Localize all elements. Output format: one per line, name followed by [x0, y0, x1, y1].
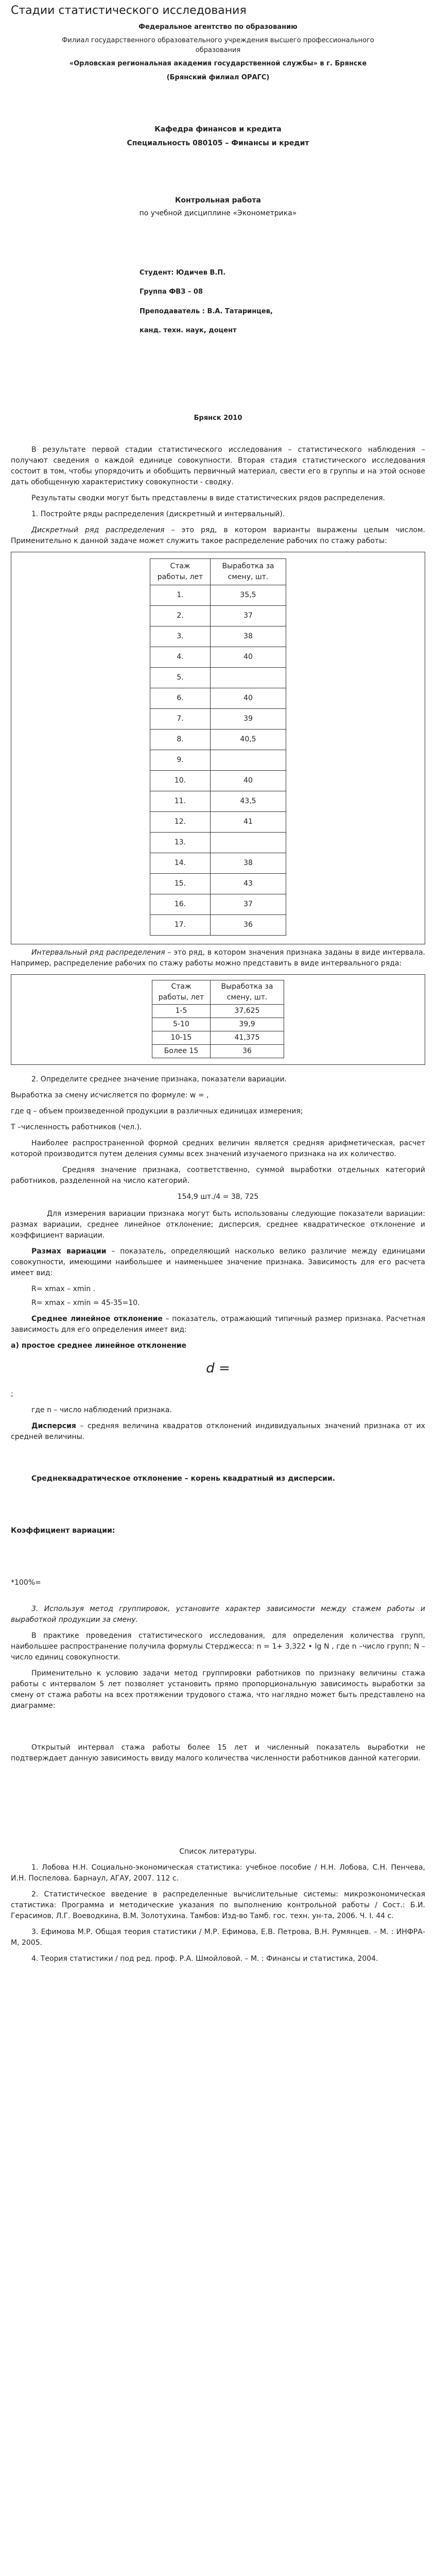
discrete-table-row: [150, 626, 286, 647]
agency-name: Федеральное агентство по образованию: [138, 23, 298, 31]
discrete-table-cell-experience: 9.: [150, 750, 211, 771]
interval-series-table: [152, 980, 284, 1058]
range-term: Размах вариации: [31, 1247, 107, 1256]
discrete-table-cell-experience: 15.: [150, 874, 211, 894]
mean-calculation: 154,9 шт./4 = 38, 725: [177, 1193, 259, 1201]
discrete-table-cell-output: 39: [211, 709, 286, 730]
discrete-table-cell-experience: 11.: [150, 791, 211, 812]
discrete-series-paragraph: [11, 525, 425, 547]
discrete-table-cell-experience: 10.: [150, 771, 211, 791]
literature-item-1: 1. Лобова Н.Н. Социально-экономическая статистика: учебное пособие / Н.Н. Лобова, С.Н. Пенчева, И.Н. Поспелова. Барнаул, АГАУ, 2007. 112 с.: [11, 1863, 425, 1883]
intro-section: [11, 445, 425, 504]
mad-term: Среднее линейное отклонение: [31, 1315, 163, 1323]
discrete-table-cell-experience: 12.: [150, 812, 211, 833]
task3-title: 3. Используя метод группировок, установите характер зависимости между стажем работы и выработкой продукции за смену.: [11, 1605, 425, 1624]
interval-table-cell-output: 37,625: [211, 1005, 284, 1018]
interval-table-cell-experience: 5-10: [152, 1018, 211, 1031]
q-definition: где q – объем произведенной продукции в различных единицах измерения;: [11, 1107, 303, 1115]
discrete-series-text: – это ряд, в котором варианты выражены целым числом. Применительно к данной задаче может служить такое распределение рабочих по стажу работы:: [11, 526, 425, 545]
discrete-table-cell-output: 37: [211, 606, 286, 626]
discrete-table-cell-output: 40: [211, 647, 286, 668]
literature-title: Список литературы.: [179, 1848, 257, 1856]
interval-table-cell-output: 41,375: [211, 1031, 284, 1045]
discrete-table-cell-experience: 6.: [150, 688, 211, 709]
literature-item-2: 2. Статистическое введение в распределенные вычислительные системы: микроэкономическая статистика: Программа и методические указания по выполнению контрольной работы / Сост.: Б.И. Герасимов, Л.Г. Воеводкина, В.М. Золотухина. Тамбов: Изд-во Тамб. гос. техн. ун-та, 2006. Ч. I. 44 с.: [11, 1890, 425, 1920]
dispersion-paragraph: [11, 1421, 425, 1443]
discrete-table-cell-output: [211, 750, 286, 771]
work-discipline: по учебной дисциплине «Эконометрика»: [139, 209, 297, 217]
mean-paragraph-2: Средняя значение признака, соответственно, суммой выработки отдельных категорий работников, разделенной на число категорий.: [11, 1166, 425, 1185]
discrete-table-row: [150, 668, 286, 688]
discrete-table-row: [150, 688, 286, 709]
discrete-table-cell-output: 38: [211, 853, 286, 874]
interval-table-row: [152, 1045, 284, 1058]
discrete-table-cell-experience: 17.: [150, 915, 211, 936]
discrete-series-term: Дискретный ряд распределения: [31, 526, 165, 534]
intro-paragraph-2: Результаты сводки могут быть представлены в виде статистических рядов распределения.: [31, 494, 386, 502]
group-line: Группа ФВЗ – 08: [139, 288, 203, 296]
degree-line: канд. техн. наук, доцент: [139, 327, 237, 334]
grouping-paragraph: Применительно к условию задачи метод группировки работников по признаку величины стажа работы с интервалом 5 лет позволяет установить прямо пропорциональную зависимость выработки за смену от стажа работы на всех протяжении трудового стажа, что наглядно может быть представлено на диаграмме:: [11, 1669, 425, 1710]
discrete-table-cell-output: 43,5: [211, 791, 286, 812]
discrete-table-cell-output: 40: [211, 771, 286, 791]
discrete-table-cell-experience: 7.: [150, 709, 211, 730]
discrete-table-row: [150, 585, 286, 606]
discrete-table-cell-output: [211, 668, 286, 688]
discrete-table-row: [150, 833, 286, 853]
range-text: – показатель, определяющий насколько велико различие между единицами совокупности, имеющими наибольшее и наименьшее значение признака. Зависимость для его расчета имеет вид:: [11, 1247, 425, 1277]
cv-label: Коэффициент вариации:: [11, 1527, 115, 1535]
student-line: Студент: Юдичев В.П.: [139, 268, 226, 277]
interval-table-cell-experience: 10-15: [152, 1031, 211, 1045]
task1-title: 1. Постройте ряды распределения (дискретный и интервальный).: [31, 510, 285, 518]
discrete-table-cell-experience: 4.: [150, 647, 211, 668]
discrete-table-row: [150, 730, 286, 750]
range-calculation: R= xmax – xmin = 45-35=10.: [31, 1299, 140, 1307]
variation-paragraph: Для измерения вариации признака могут быть использованы следующие показатели вариации: размах вариации, среднее линейное отклонение; дисперсия, среднее квадратическое отклонение и коэффициент вариации.: [11, 1210, 425, 1240]
simple-mad-label: а) простое среднее линейное отклонение: [11, 1342, 187, 1350]
discrete-table-row: [150, 853, 286, 874]
interval-table-frame: [11, 974, 425, 1065]
signature-block: [139, 268, 425, 336]
discrete-header-experience: Стаж работы, лет: [150, 559, 211, 585]
discrete-table-row: [150, 874, 286, 894]
discrete-table-cell-output: 38: [211, 626, 286, 647]
open-interval-paragraph: Открытый интервал стажа работы более 15 лет и численный показатель выработки не подтверждает данную зависимость ввиду малого количества численности работников данной категории.: [11, 1743, 425, 1762]
document-title: Стадии статистического исследования: [11, 4, 247, 17]
sko-line: Среднеквадратическое отклонение – корень квадратный из дисперсии.: [31, 1475, 336, 1483]
discrete-table-body: [150, 585, 286, 936]
branch-line-1: Филиал государственного образовательного учреждения высшего профессионального: [62, 36, 374, 44]
literature-section: [11, 1846, 425, 1964]
literature-item-3: 3. Ефимова М.Р. Общая теория статистики / М.Р. Ефимова, Е.В. Петрова, В.Н. Румянцев. – М. : ИНФРА-М, 2005.: [11, 1928, 425, 1947]
discrete-table-cell-experience: 2.: [150, 606, 211, 626]
city-year: Брянск 2010: [194, 414, 242, 422]
discrete-table-row: [150, 771, 286, 791]
discrete-header-output: Выработка за смену, шт.: [211, 559, 286, 585]
discrete-table-cell-experience: 1.: [150, 585, 211, 606]
discrete-table-header-row: [150, 559, 286, 585]
branch-abbrev: (Брянский филиал ОРАГС): [166, 74, 270, 81]
discrete-table-row: [150, 647, 286, 668]
department-heading: Кафедра финансов и кредита: [154, 125, 282, 133]
work-type: Контрольная работа: [175, 196, 261, 205]
discrete-table-cell-experience: 14.: [150, 853, 211, 874]
task3-section: [11, 1604, 425, 1764]
range-formula: R= xmax – xmin .: [31, 1285, 96, 1293]
discrete-table-row: [150, 709, 286, 730]
formula-semicolon: ;: [11, 1390, 13, 1398]
discrete-table-cell-output: 40: [211, 688, 286, 709]
range-paragraph: [11, 1246, 425, 1279]
interval-header-experience: Стаж работы, лет: [152, 980, 211, 1005]
discrete-table-cell-output: 37: [211, 894, 286, 915]
literature-item-4: 4. Теория статистики / под ред. проф. Р.А. Шмойловой. – М. : Финансы и статистика, 2004.: [31, 1955, 378, 1963]
mean-paragraph-1: Наиболее распространенной формой средних величин является средняя арифметическая, расчет которой производится путем деления суммы всех значений изучаемого признака на их количество.: [11, 1139, 425, 1158]
discrete-table-cell-experience: 5.: [150, 668, 211, 688]
dispersion-text: – средняя величина квадратов отклонений индивидуальных значений признака от их средней величины.: [11, 1422, 425, 1441]
interval-series-paragraph: [11, 947, 425, 969]
branch-line-2: образования: [195, 46, 241, 54]
task2-section: [11, 1074, 425, 1588]
mad-paragraph: [11, 1314, 425, 1335]
discrete-table-row: [150, 791, 286, 812]
interval-table-cell-output: 39,9: [211, 1018, 284, 1031]
discrete-table-cell-experience: 8.: [150, 730, 211, 750]
interval-header-output: Выработка за смену, шт.: [211, 980, 284, 1005]
teacher-line: Преподаватель : В.А. Татаринцев,: [139, 307, 273, 315]
interval-series-term: Интервальный ряд распределения: [31, 948, 165, 957]
interval-table-row: [152, 1005, 284, 1018]
specialty-heading: Специальность 080105 – Финансы и кредит: [127, 139, 309, 147]
document-page: [11, 0, 425, 1964]
discrete-table-cell-experience: 13.: [150, 833, 211, 853]
academy-name: «Орловская региональная академия государственной службы» в г. Брянске: [69, 59, 367, 67]
interval-table-cell-experience: Более 15: [152, 1045, 211, 1058]
discrete-table-frame: [11, 552, 425, 944]
discrete-table-cell-output: 36: [211, 915, 286, 936]
discrete-table-row: [150, 894, 286, 915]
t-definition: T –численность работников (чел.).: [11, 1123, 142, 1131]
mad-formula: d =: [206, 1361, 230, 1376]
interval-table-body: [152, 1005, 284, 1058]
discrete-table-cell-experience: 16.: [150, 894, 211, 915]
discrete-table-cell-output: 40,5: [211, 730, 286, 750]
interval-series-text: – это ряд, в котором значения признака заданы в виде интервала. Например, распределение рабочих по стажу работы можно представить в виде интервального ряда:: [11, 948, 425, 968]
sturges-paragraph: В практике проведения статистического исследования, для определения количества групп, наибольшее распространение получила формулы Стерджесса: n = 1+ 3,322 • lg N , где n –число групп; N –число единиц совокупности.: [11, 1632, 425, 1662]
interval-table-cell-experience: 1-5: [152, 1005, 211, 1018]
interval-table-row: [152, 1018, 284, 1031]
dispersion-term: Дисперсия: [31, 1422, 76, 1430]
discrete-table-row: [150, 915, 286, 936]
intro-paragraph-1: В результате первой стадии статистического исследования – статистического наблюдения – получают сведения о каждой единице совокупности. Вторая стадия статистического исследования состоит в том, чтобы упорядочить и обобщить первичный материал, свести его в группы и на этой основе дать обобщенную характеристику совокупности - сводку.: [11, 446, 425, 486]
discrete-table-row: [150, 750, 286, 771]
discrete-table-cell-output: 35,5: [211, 585, 286, 606]
interval-table-row: [152, 1031, 284, 1045]
title-block: [11, 22, 425, 83]
mad-text: – показатель, отражающий типичный размер признака. Расчетная зависимость для его определения имеет вид:: [11, 1315, 425, 1334]
discrete-series-table: [150, 558, 286, 936]
discrete-table-row: [150, 812, 286, 833]
output-formula-line: Выработка за смену исчисляется по формуле: w = ,: [11, 1091, 209, 1099]
discrete-table-cell-experience: 3.: [150, 626, 211, 647]
discrete-table-cell-output: 41: [211, 812, 286, 833]
discrete-table-cell-output: [211, 833, 286, 853]
task2-title: 2. Определите среднее значение признака, показатели вариации.: [31, 1075, 287, 1083]
n-definition: где n – число наблюдений признака.: [31, 1406, 172, 1414]
discrete-table-row: [150, 606, 286, 626]
interval-table-header-row: [152, 980, 284, 1005]
cv-formula: *100%=: [11, 1579, 41, 1587]
interval-table-cell-output: 36: [211, 1045, 284, 1058]
discrete-table-cell-output: 43: [211, 874, 286, 894]
